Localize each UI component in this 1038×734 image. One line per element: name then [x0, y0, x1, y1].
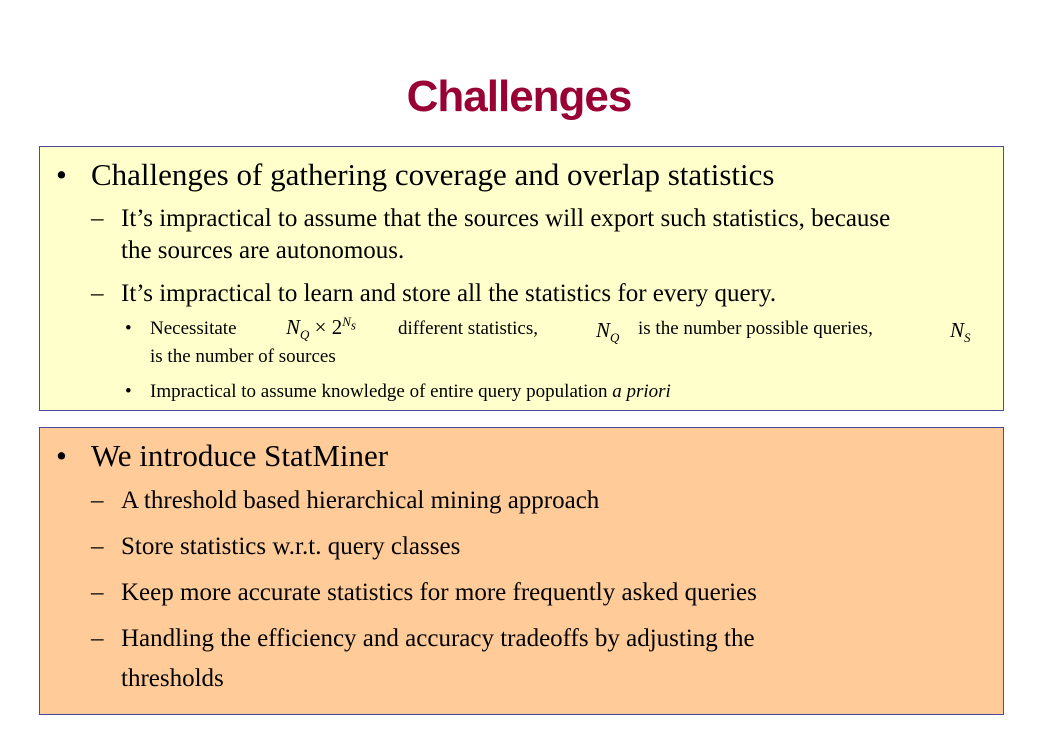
statminer-item: A threshold based hierarchical mining approach — [121, 487, 600, 514]
dash-marker: – — [91, 205, 104, 232]
statminer-item: Store statistics w.r.t. query classes — [121, 533, 461, 560]
impractical-export-line1: It’s impractical to assume that the sources will export such statistics, because — [121, 205, 891, 232]
statminer-item: Keep more accurate statistics for more frequently asked queries — [121, 579, 757, 606]
number-of-sources-text: is the number of sources — [150, 346, 336, 367]
statminer-item-continuation: thresholds — [121, 665, 224, 692]
impractical-store-line: It’s impractical to learn and store all the statistics for every query. — [121, 280, 777, 307]
dash-marker: – — [91, 487, 104, 514]
statminer-box — [39, 427, 1004, 715]
a-priori-text: a priori — [612, 381, 671, 402]
necessitate-text: Necessitate — [150, 318, 237, 339]
dash-marker: – — [91, 625, 104, 652]
different-statistics-text: different statistics, — [398, 318, 539, 339]
query-population-text: Impractical to assume knowledge of entire query population a priori — [150, 381, 671, 402]
bullet-marker: • — [56, 438, 67, 473]
bullet-marker: • — [125, 318, 132, 339]
formula-ns: $N_S$ — [950, 318, 971, 346]
challenges-box — [39, 146, 1004, 411]
bullet-marker: • — [125, 381, 132, 402]
statminer-heading: We introduce StatMiner — [91, 438, 389, 473]
formula-nq: $N_Q$ — [596, 318, 620, 346]
slide-title: Challenges — [406, 72, 632, 121]
dash-marker: – — [91, 533, 104, 560]
challenges-heading: Challenges of gathering coverage and overlap statistics — [91, 157, 775, 192]
formula-nq-times-2-ns: $N_Q \times 2^{N_s}$ — [286, 314, 356, 343]
possible-queries-text: is the number possible queries, — [638, 318, 873, 339]
impractical-export-line2: the sources are autonomous. — [121, 237, 405, 264]
statminer-item: Handling the efficiency and accuracy tradeoffs by adjusting the — [121, 625, 755, 652]
bullet-marker: • — [56, 157, 67, 192]
dash-marker: – — [91, 579, 104, 606]
dash-marker: – — [91, 280, 104, 307]
